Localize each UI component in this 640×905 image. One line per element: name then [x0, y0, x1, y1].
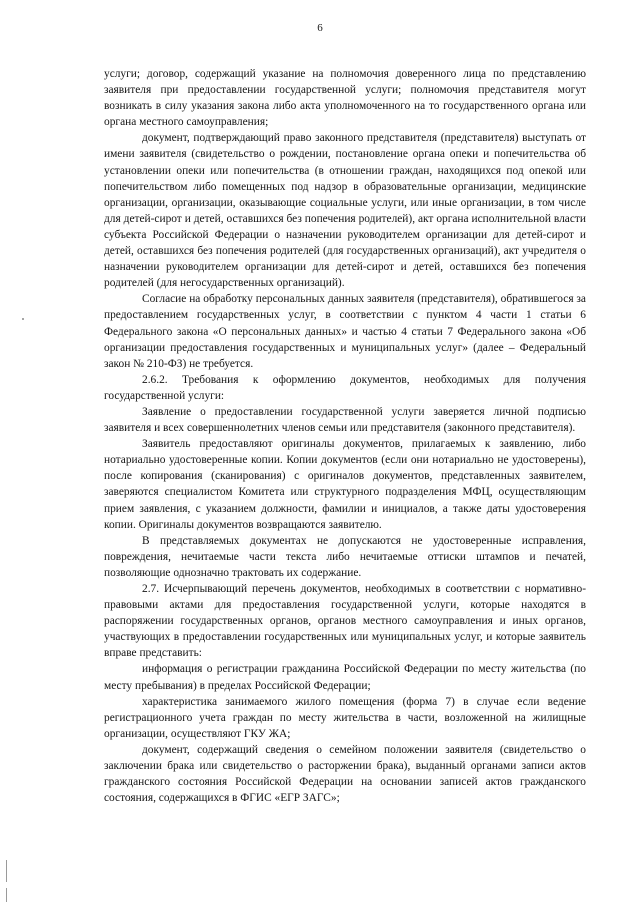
paragraph-section-2-7: 2.7. Исчерпывающий перечень документов, необходимых в соответствии с нормативно-правовыми актами для предоставления государственной услуги, которые находятся в распоряжении государственных органов, органов местного самоуправления и иных органов, участвующих в предоставлении государственных или муниципальных услуг, и которые заявитель вправе представить: — [104, 583, 586, 660]
scan-edge-mark — [6, 860, 7, 882]
scan-speck — [22, 318, 24, 320]
paragraph-housing-characteristic: характеристика занимаемого жилого помещения (форма 7) в случае если ведение регистрационного учета граждан по месту жительства в части, возложенной на жилищные организации, осуществляют ГКУ ЖА; — [104, 695, 586, 740]
paragraph-registration-info: информация о регистрации гражданина Российской Федерации по месту жительства (по месту пребывания) в пределах Российской Федерации; — [104, 663, 586, 692]
paragraph-original-documents: Заявитель предоставляют оригиналы документов, прилагаемых к заявлению, либо нотариально удостоверенные копии. Копии документов (если они нотариально не удостоверены), после копирования (сканирования) с оригиналов документов, представленных заявителем, заверяются специалистом Комитета или структурного подразделения МФЦ, осуществляющим прием заявления, с указанием должности, фамилии и инициалов, а также даты удостоверения копии. Оригиналы документов возвращаются заявителю. — [104, 438, 586, 531]
paragraph-personal-data-consent: Согласие на обработку персональных данных заявителя (представителя), обратившегося за предоставлением государственных услуг, в соответствии с пунктом 4 части 1 статьи 6 Федерального закона «О персональных данных» и частью 4 статьи 7 Федерального закона «Об организации предоставления государственных и муниципальных услуг» (далее – Федеральный закон № 210-ФЗ) не требуется. — [104, 293, 586, 370]
scan-edge-mark — [6, 888, 7, 902]
page-number: 6 — [317, 22, 323, 34]
paragraph-marital-status-document: документ, содержащий сведения о семейном положении заявителя (свидетельство о заключении брака или свидетельство о расторжении брака), выданный органами записи актов гражданского состояния Российской Федерации на основании записей актов гражданского состояния, содержащихся в ФГИС «ЕГР ЗАГС»; — [104, 743, 586, 805]
paragraph-legal-representative-document: документ, подтверждающий право законного представителя (представителя) выступать от имени заявителя (свидетельство о рождении, постановление органа опеки и попечительства об установлении опеки или попечительства (в отношении граждан, находящихся под опекой или попечительством либо помещенных под надзор в образовательные организации, медицинские организации, организации, оказывающие социальные услуги, или иные организации, в том числе для детей-сирот и детей, оставшихся без попечения родителей), акт органа исполнительной власти субъекта Российской Федерации о назначении руководителем организации для детей-сирот и детей, оставшихся без попечения родителей (для государственных организаций), акт учредителя о назначении руководителем организации для детей-сирот и детей, оставшихся без попечения родителей (для негосударственных организаций). — [104, 132, 586, 290]
paragraph-representative-authority: услуги; договор, содержащий указание на полномочия доверенного лица по представлению заявителя при предоставлении государственной услуги; полномочия представителя могут возникать в силу указания закона либо акта уполномоченного на то государственного органа или органа местного самоуправления; — [104, 68, 586, 129]
document-body — [104, 66, 586, 806]
paragraph-no-corrections: В представляемых документах не допускаются не удостоверенные исправления, повреждения, нечитаемые части текста либо нечитаемые оттиски штампов и печатей, позволяющие однозначно трактовать их содержание. — [104, 534, 586, 579]
paragraph-application-signature: Заявление о предоставлении государственной услуги заверяется личной подписью заявителя и всех совершеннолетних членов семьи или представителя (законного представителя). — [104, 405, 586, 435]
paragraph-section-2-6-2: 2.6.2. Требования к оформлению документов, необходимых для получения государственной услуги: — [104, 373, 586, 402]
